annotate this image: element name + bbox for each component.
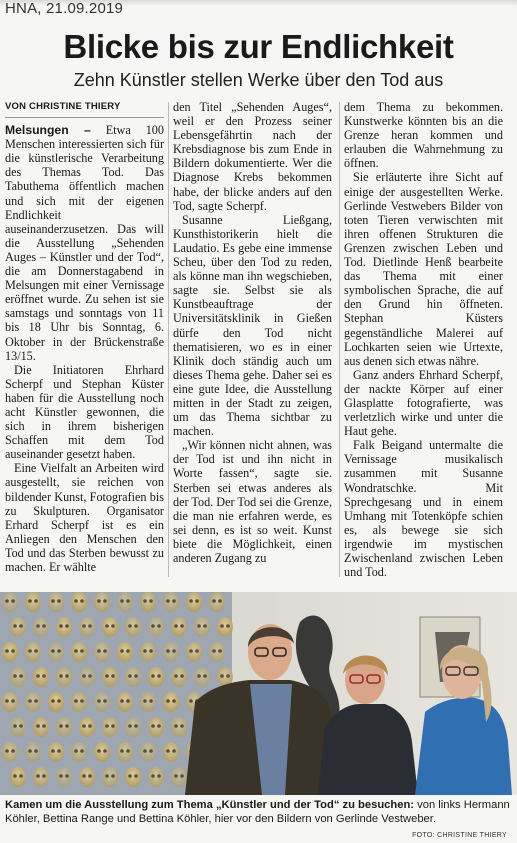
painted-skull [25,742,41,762]
skull-eye [180,624,184,628]
skull-eye [19,674,23,678]
skull-eye [42,724,46,728]
skull-eye [226,624,230,628]
skull-eye [82,724,86,728]
skull-eye [166,749,170,753]
painted-skull [71,742,87,762]
article-photo [0,592,517,795]
painted-skull [71,642,87,662]
skull-eye [74,599,78,603]
skull-eye [120,599,124,603]
painted-skull [125,717,141,737]
skull-eye [174,774,178,778]
skull-eye [105,674,109,678]
skull-eye [51,749,55,753]
skull-eye [59,674,63,678]
paragraph: Ganz anders Ehrhard Scherpf, der nackte Körper auf einer Glasplatte fotografierte, was verletzlich wirke und unter die Haut gehe. [344,367,503,439]
skull-eye [28,649,32,653]
painted-skull [94,642,110,662]
painted-skull [25,642,41,662]
painted-skull [79,717,95,737]
skull-eye [166,649,170,653]
painted-skull [56,667,72,687]
painted-skull [10,667,26,687]
skull-eye [13,774,17,778]
painted-skull [71,592,87,612]
painted-skull [102,767,118,787]
skull-eye [13,724,17,728]
skull-eye [88,774,92,778]
skull-eye [19,724,23,728]
skull-eye [157,724,161,728]
skull-eye [80,699,84,703]
painted-skull [148,767,164,787]
skull-eye [134,624,138,628]
skull-eye [120,649,124,653]
painted-skull [25,692,41,712]
skull-eye [42,674,46,678]
skull-eye [189,699,193,703]
skull-eye [149,749,153,753]
skull-eye [111,674,115,678]
skull-eye [126,649,130,653]
skull-eye [151,674,155,678]
skull-eye [28,599,32,603]
skull-eye [111,724,115,728]
skull-eye [172,699,176,703]
skull-eye [80,599,84,603]
skull-eye [11,599,15,603]
painted-skull [209,592,225,612]
skull-eye [11,649,15,653]
photo-caption [5,798,513,826]
skull-eye [128,774,132,778]
painted-skull [79,767,95,787]
skull-eye [172,599,176,603]
painted-skull [194,617,210,637]
skull-eye [166,599,170,603]
skull-eye [34,699,38,703]
paragraph: den Titel „Sehenden Auges“, weil er den Prozess seiner Lebensgefährtin nach der Krebsdiagnose bis zum Ende in Bildern dokumentierte. Wer die Diagnose Krebs bekommen habe, der blicke anders auf den Tod, sagte Scherpf. [173,100,332,213]
skull-eye [103,599,107,603]
skull-eye [126,749,130,753]
skull-eye [157,624,161,628]
painted-skull [217,617,233,637]
skull-eye [11,699,15,703]
skull-eye [5,649,9,653]
skull-eye [82,774,86,778]
skull-eye [126,699,130,703]
article-column-1 [5,100,164,574]
skull-eye [143,699,147,703]
skull-eye [5,599,9,603]
painted-skull [2,592,18,612]
skull-eye [180,674,184,678]
skull-eye [57,649,61,653]
paragraph: Falk Beigand untermalte die Vernissage musikalisch zusammen mit Susanne Wondratschke. Mit Sprechgesang und in einem Umhang mit Totenköpfe schien es, als bewege sie sich irgendwie im mystischen Zwischenland zwischen Leben und Tod. [344,438,503,580]
skull-eye [128,624,132,628]
painted-skull [25,592,41,612]
skull-eye [203,674,207,678]
skull-eye [172,749,176,753]
skull-eye [134,774,138,778]
painted-skull [117,592,133,612]
skull-eye [103,649,107,653]
skull-eye [103,699,107,703]
painted-skull [171,717,187,737]
skull-eye [57,599,61,603]
skull-eye [189,599,193,603]
masthead: HNA, 21.09.2019 [5,0,124,17]
skull-eye [180,724,184,728]
skull-eye [28,699,32,703]
skull-eye [111,624,115,628]
painted-skull [79,617,95,637]
photo-illustration [0,592,517,795]
painted-skull [10,617,26,637]
skull-eye [34,749,38,753]
skull-eye [134,724,138,728]
painted-skull [148,717,164,737]
dateline: Melsungen – [5,123,91,138]
skull-eye [42,774,46,778]
painted-skull [102,717,118,737]
caption-text: von links Hermann Köhler, Bettina Range und Bettina Köhler, hier vor den Bildern von Gerlinde Vestweber. [5,799,510,825]
skull-eye [97,599,101,603]
skull-eye [19,624,23,628]
skull-eye [51,599,55,603]
painted-skull [117,742,133,762]
skull-eye [97,749,101,753]
skull-eye [212,649,216,653]
skull-eye [80,649,84,653]
caption-lead: Kamen um die Ausstellung zum Thema „Künstler und der Tod“ zu besuchen: [5,799,415,811]
skull-eye [57,699,61,703]
column-divider [168,102,169,577]
skull-eye [105,724,109,728]
skull-eye [80,749,84,753]
skull-eye [128,674,132,678]
skull-eye [65,624,69,628]
painted-skull [79,667,95,687]
skull-eye [120,699,124,703]
byline: VON CHRISTINE THIERY [5,100,164,118]
skull-eye [143,749,147,753]
painted-skull [163,692,179,712]
painted-skull [94,692,110,712]
skull-eye [195,649,199,653]
skull-eye [157,674,161,678]
skull-eye [36,674,40,678]
painted-skull [194,667,210,687]
headline: Blicke bis zur Endlichkeit [63,28,454,65]
skull-eye [11,749,15,753]
skull-eye [149,699,153,703]
skull-eye [105,774,109,778]
skull-eye [157,774,161,778]
column-divider [339,102,340,577]
skull-eye [220,624,224,628]
painted-skull [33,667,49,687]
skull-eye [74,699,78,703]
painted-skull [163,742,179,762]
skull-eye [88,674,92,678]
painted-skull [10,717,26,737]
skull-eye [28,749,32,753]
skull-eye [65,674,69,678]
article-column-2 [173,100,332,565]
painted-skull [33,617,49,637]
painted-skull [171,617,187,637]
skull-eye [220,674,224,678]
painted-skull [94,592,110,612]
painted-skull [33,767,49,787]
skull-eye [36,624,40,628]
painted-skull [186,642,202,662]
skull-eye [174,674,178,678]
photo-credit: FOTO: CHRISTINE THIERY [412,832,507,839]
painted-skull [163,642,179,662]
skull-eye [97,699,101,703]
skull-eye [34,599,38,603]
skull-eye [172,649,176,653]
skull-eye [174,624,178,628]
skull-eye [180,774,184,778]
skull-eye [197,674,201,678]
painted-skull [71,692,87,712]
painted-skull [148,667,164,687]
subheadline: Zehn Künstler stellen Werke über den Tod aus [73,70,444,90]
painted-skull [48,692,64,712]
painted-skull [186,592,202,612]
skull-eye [19,774,23,778]
skull-eye [34,649,38,653]
paragraph: Die Initiatoren Ehrhard Scherpf und Stephan Küster haben für die Ausstellung noch acht Künstler gewonnen, die sich in ihrem bisherigen Schaffen mit dem Tod auseinander gesetzt haben. [5,362,164,462]
skull-eye [103,749,107,753]
skull-eye [134,674,138,678]
painted-skull [10,767,26,787]
skull-eye [143,599,147,603]
skull-eye [51,699,55,703]
painted-skull [125,767,141,787]
painted-skull [140,692,156,712]
skull-eye [174,724,178,728]
painted-skull [163,592,179,612]
paragraph: Sie erläuterte ihre Sicht auf einige der ausgestellten Werke. Gerlinde Vestwebers Bilder von toten Tieren verwischten mit ihren offenen Strukturen die Grenzen zwischen Leben und Tod. Dietlinde Henß bearbeite das Thema mit einer symbolischen Sprache, die auf den Grund hin öffneten. Stephan Küsters gegenständliche Malerei auf Lochkarten seien wie Urtexte, aus denen sich etwas nähre. [344,170,503,368]
painted-skull [148,617,164,637]
skull-eye [218,649,222,653]
painted-skull [140,642,156,662]
paragraph: Melsungen – Etwa 100 Menschen interessierten sich für die künstlerische Verarbeitung des Themas Tod. Das Tabuthema öffentlich machen und sich mit der eigenen Endlichkeit auseinanderzusetzen. Das will die Ausstellung „Sehenden Auges – Künstler und der Tod“, die am Donnerstagabend in Melsungen mit einer Vernissage eröffnet wurde. Zu sehen ist sie samstags und sonntags von 11 bis 18 Uhr bis Sonntag, 6. Oktober in der Brückenstraße 13/15. [5,123,164,363]
skull-eye [195,599,199,603]
paragraph: Susanne Ließgang, Kunsthistorikerin hielt die Laudatio. Es gebe eine immense Scheu, über den Tod zu reden, als könne man ihn wegschieben, sagte sie. Selbst sie als Kunstbeauftrage der Universitätsklinik in Gießen dürfe den Tod nicht thematisieren, wo es in einer Klinik doch ständig auch um dieses Thema gehe. Daher sei es eine gute Idee, die Ausstellung mitten in der Stadt zu zeigen, um das Thema sichtbar zu machen. [173,212,332,439]
skull-eye [151,624,155,628]
skull-eye [82,674,86,678]
painted-skull [102,667,118,687]
skull-eye [82,624,86,628]
painted-skull [140,592,156,612]
skull-eye [88,724,92,728]
skull-eye [36,724,40,728]
painted-skull [171,667,187,687]
painted-skull [140,742,156,762]
painted-skull [94,742,110,762]
painted-skull [117,692,133,712]
skull-eye [42,624,46,628]
skull-eye [120,749,124,753]
skull-eye [65,774,69,778]
skull-eye [65,724,69,728]
skull-eye [59,624,63,628]
painted-skull [33,717,49,737]
paragraph: „Wir können nicht ahnen, was der Tod ist und ihn nicht in Worte fassen“, sagte sie. Sterben sei etwas anderes als der Tod. Der Tod sei die Grenze, die man nie erfahren werde, es sei denn, es ist so weit. Kunst biete die Möglichkeit, einen anderen Zugang zu [173,438,332,565]
paragraph: Eine Vielfalt an Arbeiten wird ausgestellt, sie reichen von bildender Kunst, Fotografien bis zu Skulpturen. Organisator Erhard Scherpf ist es ein Anliegen den Menschen den Tod und das Sterben bewusst zu machen. Er wählte [5,461,164,574]
skull-eye [36,774,40,778]
skull-eye [151,724,155,728]
skull-eye [5,699,9,703]
painted-skull [48,642,64,662]
skull-eye [13,674,17,678]
skull-eye [111,774,115,778]
skull-eye [149,649,153,653]
article-column-3 [344,100,503,579]
skull-eye [59,774,63,778]
painted-skull [102,617,118,637]
painted-skull [2,692,18,712]
skull-eye [88,624,92,628]
skull-eye [226,674,230,678]
skull-eye [203,624,207,628]
skull-eye [149,599,153,603]
skull-eye [212,599,216,603]
skull-eye [126,599,130,603]
paragraph: dem Thema zu bekommen. Kunstwerke könnten bis an die Grenze heran kommen und erlauben die Wahrnehmung zu öffnen. [344,100,503,171]
skull-eye [97,649,101,653]
painted-skull [2,742,18,762]
skull-eye [128,724,132,728]
skull-eye [143,649,147,653]
painted-skull [56,717,72,737]
skull-eye [189,649,193,653]
painted-skull [125,667,141,687]
painted-skull [56,617,72,637]
painted-skull [125,617,141,637]
painted-skull [48,742,64,762]
skull-eye [166,699,170,703]
skull-eye [59,724,63,728]
skull-eye [151,774,155,778]
painted-skull [56,767,72,787]
painted-skull [209,642,225,662]
skull-eye [74,749,78,753]
skull-eye [51,649,55,653]
skull-eye [13,624,17,628]
skull-eye [197,624,201,628]
painted-skull [48,592,64,612]
painted-skull [2,642,18,662]
skull-eye [74,649,78,653]
skull-eye [105,624,109,628]
skull-eye [5,749,9,753]
skull-eye [57,749,61,753]
painted-skull [171,767,187,787]
skull-eye [218,599,222,603]
painted-skull [117,642,133,662]
